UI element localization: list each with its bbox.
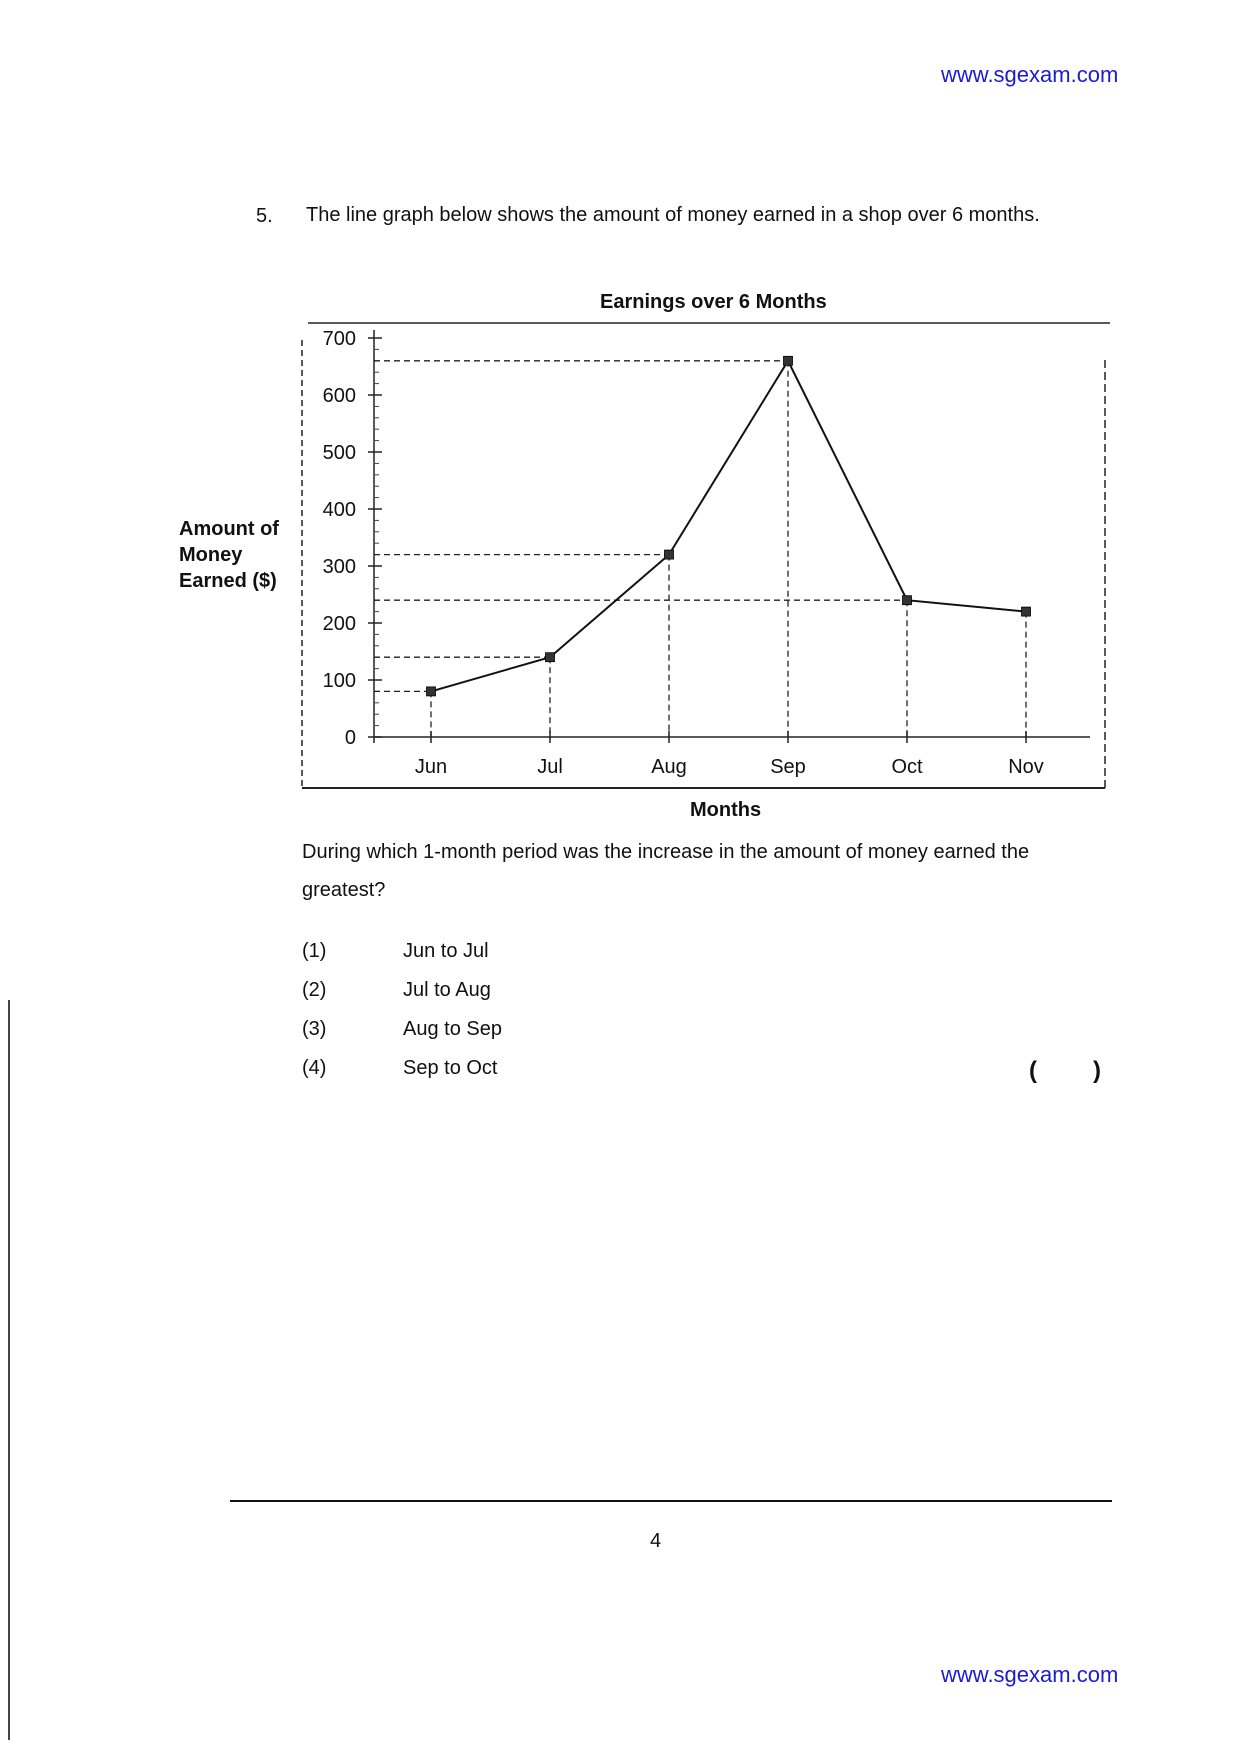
chart-axes xyxy=(368,330,1090,743)
series-line xyxy=(431,361,1026,692)
page-number: 4 xyxy=(650,1530,662,1552)
x-tick-label: Nov xyxy=(1008,756,1044,778)
option-2[interactable] xyxy=(302,979,702,1009)
data-points xyxy=(427,356,1031,696)
x-axis-label: Months xyxy=(690,799,762,821)
header-site-link[interactable]: www.sgexam.com xyxy=(941,62,1119,87)
y-axis-label-text: Amount of Money Earned ($) xyxy=(179,518,279,592)
y-tick-label: 100 xyxy=(322,670,356,692)
x-tick-label: Oct xyxy=(891,756,923,778)
y-tick-label: 700 xyxy=(322,328,356,350)
chart-frame xyxy=(302,323,1110,788)
answer-close-paren: ) xyxy=(1093,1057,1101,1084)
y-tick-label: 0 xyxy=(344,727,356,749)
option-1-number: (1) xyxy=(302,940,327,962)
option-3-number: (3) xyxy=(302,1018,327,1040)
y-tick-label: 600 xyxy=(322,385,356,407)
option-4-text: Sep to Oct xyxy=(403,1057,498,1079)
x-tick-label: Aug xyxy=(651,756,687,778)
data-point-jun xyxy=(427,687,436,696)
y-tick-label: 200 xyxy=(322,613,356,635)
option-4-number: (4) xyxy=(302,1057,327,1079)
y-tick-label: 300 xyxy=(322,556,356,578)
option-3-text: Aug to Sep xyxy=(403,1018,502,1040)
footer-rule xyxy=(230,1500,1112,1502)
data-point-aug xyxy=(665,550,674,559)
question-text: The line graph below shows the amount of money earned in a shop over 6 months. xyxy=(306,204,1040,226)
tick-labels xyxy=(323,328,1044,778)
answer-open-paren: ( xyxy=(1029,1057,1037,1084)
option-3[interactable] xyxy=(302,1018,702,1048)
question-number: 5. xyxy=(256,205,273,227)
series-polyline xyxy=(431,361,1026,692)
question-prompt: During which 1-month period was the increase in the amount of money earned the greatest? xyxy=(302,841,1030,901)
data-point-nov xyxy=(1022,607,1031,616)
answer-box[interactable] xyxy=(1025,1057,1105,1089)
chart-title: Earnings over 6 Months xyxy=(600,291,827,313)
data-point-oct xyxy=(903,596,912,605)
x-tick-label: Jun xyxy=(414,756,448,778)
option-2-number: (2) xyxy=(302,979,327,1001)
x-tick-label: Jul xyxy=(537,756,563,778)
data-point-sep xyxy=(784,356,793,365)
option-1[interactable] xyxy=(302,940,702,970)
y-tick-label: 400 xyxy=(322,499,356,521)
data-point-jul xyxy=(546,653,555,662)
footer-site-link[interactable]: www.sgexam.com xyxy=(941,1662,1119,1687)
option-1-text: Jun to Jul xyxy=(403,940,489,962)
x-tick-label: Sep xyxy=(770,756,806,778)
option-2-text: Jul to Aug xyxy=(403,979,491,1001)
y-tick-label: 500 xyxy=(322,442,356,464)
option-4[interactable] xyxy=(302,1057,702,1087)
